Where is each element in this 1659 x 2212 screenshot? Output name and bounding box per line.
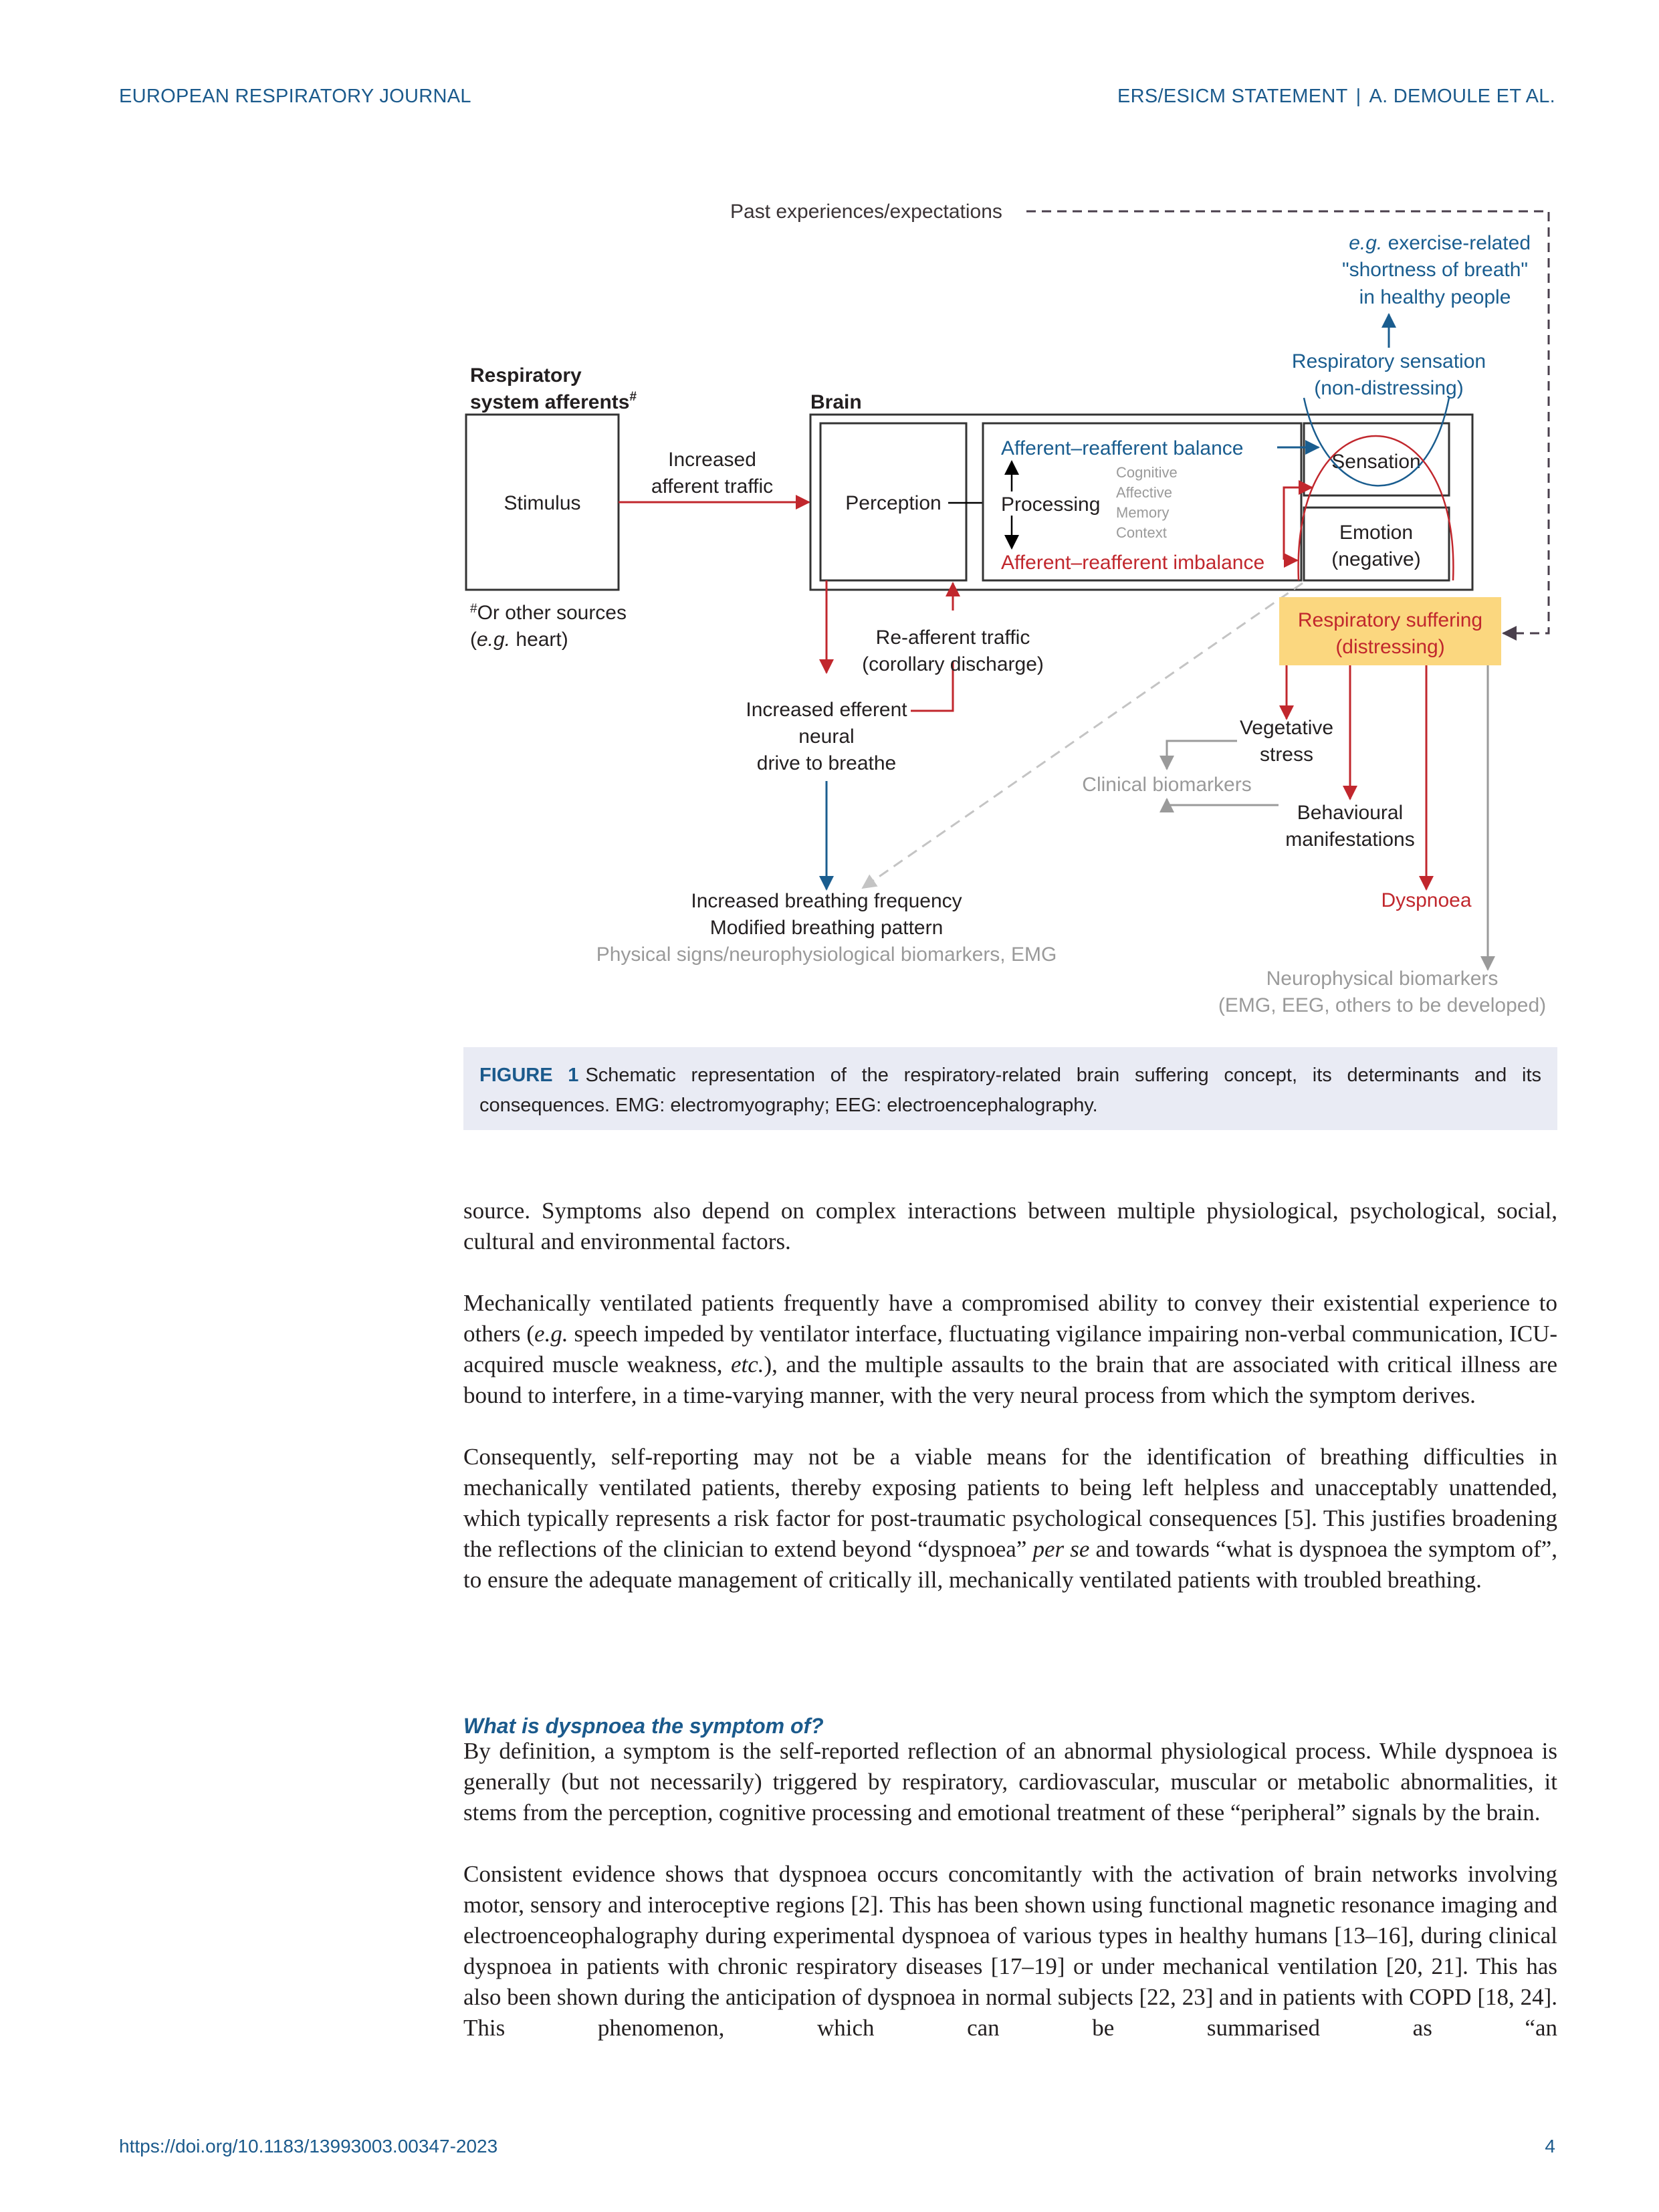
paragraph-3: Consequently, self-reporting may not be a viable means for the identification of breathing difficulties in mechanically ventilated patients, thereby exposing patients to being left helpless and unacceptably unattended, which typically represents a risk factor for post-traumatic psychological consequences [5]. This justifies broadening the reflections of the clinician to extend beyond “dyspnoea” per se and towards “what is dyspnoea the symptom of”, to ensure the adequate management of critically ill, mechanically ventilated patients with troubled breathing.: [463, 1444, 1557, 1593]
example-line-2: "shortness of breath": [1341, 259, 1529, 281]
past-experiences-label: Past experiences/expectations: [730, 201, 1002, 223]
section-heading: What is dyspnoea the symptom of?: [463, 1714, 824, 1738]
reafferent-line-1: Re-afferent traffic: [875, 627, 1030, 649]
breathing-line-2: Modified breathing pattern: [709, 917, 944, 939]
header-separator: |: [1355, 86, 1361, 107]
journal-name: EUROPEAN RESPIRATORY JOURNAL: [119, 86, 471, 107]
figure-caption: [463, 1047, 1557, 1130]
perception-label: Perception: [845, 492, 942, 514]
factor-context: Context: [1116, 524, 1167, 541]
clinical-biomarkers-label: Clinical biomarkers: [1082, 774, 1252, 796]
resp-sensation-line-2: (non-distressing): [1314, 377, 1464, 399]
footnote-line-2: (e.g. heart): [470, 629, 568, 651]
statement-label: ERS/ESICM STATEMENT: [1117, 86, 1348, 107]
body-text-block-1: [463, 1196, 1557, 1626]
neuro-biomarkers-line-2: (EMG, EEG, others to be developed): [1218, 994, 1547, 1016]
paragraph-4: By definition, a symptom is the self-reported reflection of an abnormal physiological process. While dyspnoea is generally (but not necessarily) triggered by respiratory, cardiovascular, muscular or metabolic abnormalities, it stems from the perception, cognitive processing and emotional treatment of these “peripheral” signals by the brain.: [463, 1738, 1557, 1826]
figure-caption-text: Schematic representation of the respiratory-related brain suffering concept, its determinants and its consequences. EMG: electromyography; EEG: electroencephalography.: [479, 1065, 1541, 1116]
reafferent-line-2: (corollary discharge): [862, 653, 1044, 675]
efferent-line-1: Increased efferent: [746, 699, 907, 721]
afferents-title-line-1: Respiratory: [470, 364, 582, 386]
paragraph-5: Consistent evidence shows that dyspnoea occurs concomitantly with the activation of brain networks involving motor, sensory and interoceptive regions [2]. This has been shown using functional magnetic resonance imaging and electroenceophalography during experimental dyspnoea of various types in healthy humans [13–16], during clinical dyspnoea in patients with chronic respiratory diseases [17–19] or under mechanical ventilation [20, 21]. This has also been shown during the anticipation of dyspnoea in normal subjects [22, 23] and in patients with COPD [18, 24]. This phenomenon, which can be summarised as “an: [463, 1861, 1557, 2041]
efferent-line-2: neural: [798, 726, 855, 748]
example-line-3: in healthy people: [1359, 286, 1511, 308]
processing-label: Processing: [1001, 493, 1101, 516]
brain-title: Brain: [810, 391, 862, 413]
dyspnoea-label: Dyspnoea: [1381, 889, 1472, 911]
body-text-block-2: [463, 1736, 1557, 2074]
emotion-label-line-2: (negative): [1331, 548, 1421, 570]
efferent-line-3: drive to breathe: [756, 752, 897, 774]
suffering-line-1: Respiratory suffering: [1297, 609, 1483, 631]
suffering-line-2: (distressing): [1335, 636, 1445, 658]
paragraph-1: source. Symptoms also depend on complex interactions between multiple physiological, psychological, social, cultural and environmental factors.: [463, 1198, 1557, 1254]
sensation-label: Sensation: [1331, 451, 1421, 473]
afferent-imbalance-label: Afferent–reafferent imbalance: [1001, 552, 1265, 574]
afferents-title-line-2: system afferents#: [470, 390, 637, 413]
doi-link[interactable]: https://doi.org/10.1183/13993003.00347-2023: [119, 2136, 498, 2156]
neuro-biomarkers-line-1: Neurophysical biomarkers: [1266, 968, 1499, 990]
factor-cognitive: Cognitive: [1116, 464, 1178, 481]
afferent-balance-label: Afferent–reafferent balance: [1001, 437, 1244, 459]
breathing-line-1: Increased breathing frequency: [691, 890, 962, 912]
resp-sensation-line-1: Respiratory sensation: [1291, 350, 1486, 372]
factor-memory: Memory: [1116, 504, 1170, 521]
behavioural-to-clinical-arrow: [1167, 800, 1279, 805]
authors-label: A. DEMOULE ET AL.: [1369, 86, 1555, 107]
increased-afferent-line-2: afferent traffic: [651, 475, 774, 497]
behavioural-line-1: Behavioural: [1297, 802, 1404, 824]
emotion-label-line-1: Emotion: [1339, 522, 1414, 544]
vegetative-line-1: Vegetative: [1239, 717, 1334, 739]
paragraph-2: Mechanically ventilated patients frequently have a compromised ability to convey their existential experience to others (e.g. speech impeded by ventilator interface, fluctuating vigilance impairing non-verbal communication, ICU-acquired muscle weakness, etc.), and the multiple assaults to the brain that are associated with critical illness are bound to interfere, in a time-varying manner, with the very neural process from which the symptom derives.: [463, 1290, 1557, 1408]
figure-1-diagram: [0, 0, 1659, 1043]
factor-affective: Affective: [1116, 484, 1172, 501]
example-line-1: e.g. exercise-related: [1349, 232, 1531, 254]
figure-label: FIGURE 1: [479, 1065, 579, 1086]
stimulus-label: Stimulus: [504, 492, 581, 514]
vegetative-line-2: stress: [1259, 744, 1314, 766]
vegetative-to-clinical-arrow: [1167, 741, 1237, 769]
footnote-line-1: #Or other sources: [470, 602, 627, 624]
behavioural-line-2: manifestations: [1285, 828, 1415, 851]
page-number: 4: [1545, 2136, 1555, 2156]
increased-afferent-line-1: Increased: [668, 449, 756, 471]
breathing-line-3: Physical signs/neurophysiological biomarkers, EMG: [596, 944, 1057, 966]
